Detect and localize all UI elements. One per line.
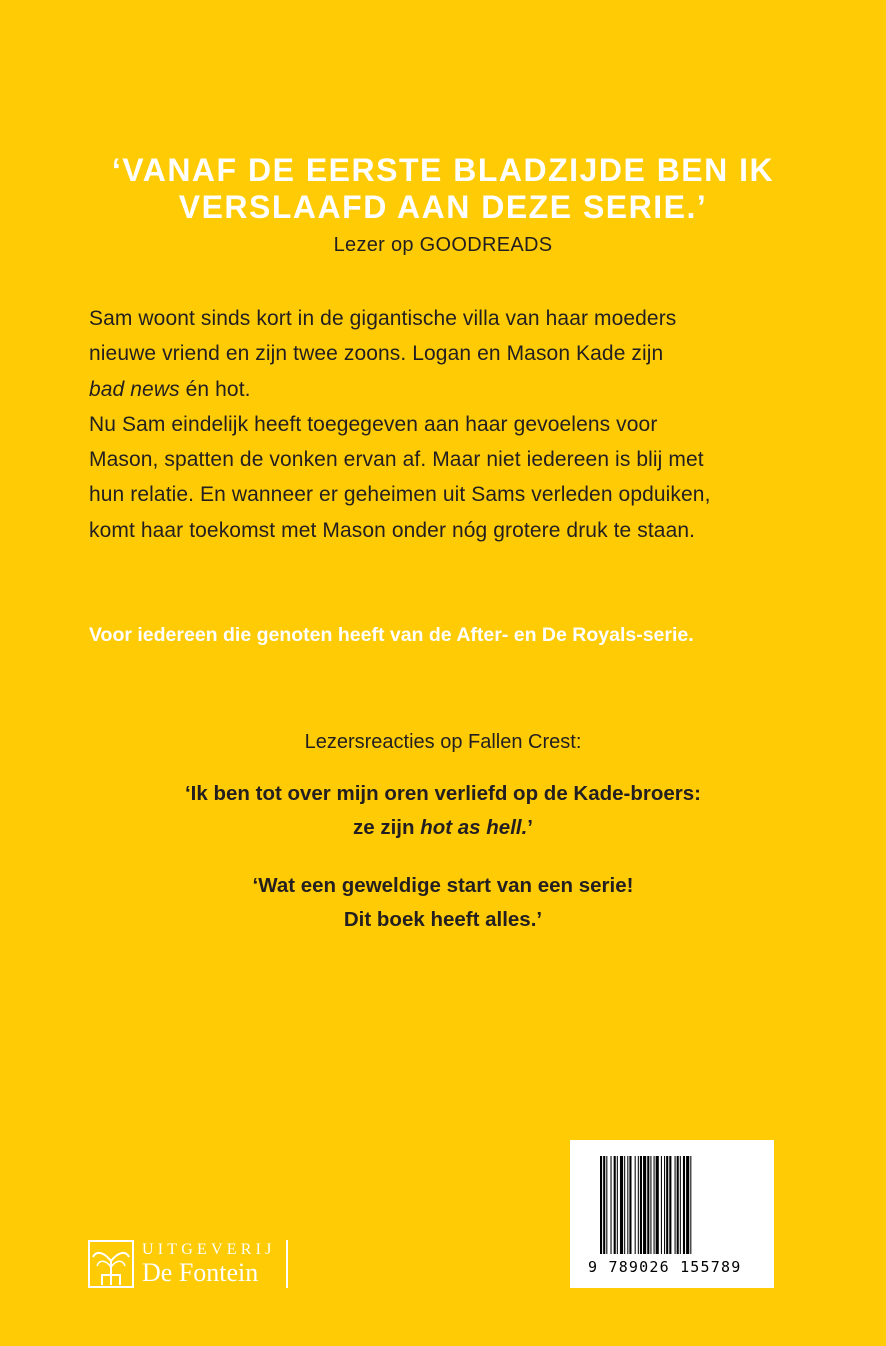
quote-line: ‘Wat een geweldige start van een serie! (252, 874, 634, 897)
quote-line (0, 811, 886, 845)
barcode-bar (669, 1156, 671, 1254)
quote-attribution: Lezer op GOODREADS (333, 234, 553, 256)
headline-line-1: ‘VANAF DE EERSTE BLADZIJDE BEN IK (111, 152, 775, 188)
series-tagline: Voor iedereen die genoten heeft van de After- en De Royals-serie. (89, 624, 694, 646)
barcode-bar (606, 1156, 607, 1254)
isbn-barcode (570, 1140, 774, 1288)
quote-italic-phrase: hot as hell. (420, 816, 528, 839)
barcode-bar (617, 1156, 618, 1254)
fountain-logo-icon (88, 1239, 134, 1289)
barcode-bar (640, 1156, 642, 1254)
barcode-bar (650, 1156, 651, 1254)
barcode-bar (611, 1156, 612, 1254)
quote-line: Dit boek heeft alles.’ (343, 908, 543, 931)
book-blurb (89, 301, 809, 548)
barcode-bar (614, 1156, 616, 1254)
reviews-heading: Lezersreacties op Fallen Crest: (304, 731, 582, 753)
quote-text: ze zijn (353, 816, 421, 839)
quote-line: ‘Ik ben tot over mijn oren verliefd op de Kade-broers: (184, 782, 701, 805)
headline-line-2: VERSLAAFD AAN DEZE SERIE.’ (178, 189, 708, 225)
publisher-name (142, 1241, 276, 1287)
blurb-line: hun relatie. En wanneer er geheimen uit Sams verleden opduiken, (89, 483, 711, 507)
reader-quote-1 (0, 777, 886, 845)
barcode-bar (664, 1156, 665, 1254)
reader-quote-2 (0, 869, 886, 937)
barcode-bar (666, 1156, 668, 1254)
barcode-bar (635, 1156, 636, 1254)
barcode-bar (647, 1156, 649, 1254)
barcode-bar (629, 1156, 631, 1254)
blurb-text: én hot. (179, 377, 251, 401)
publisher-label: UITGEVERIJ (142, 1241, 276, 1258)
blurb-line: nieuwe vriend en zijn twee zoons. Logan en Mason Kade zijn (89, 342, 664, 366)
barcode-bars (600, 1156, 750, 1256)
barcode-bar (620, 1156, 623, 1254)
publisher-brand: De Fontein (142, 1258, 259, 1287)
barcode-bar (661, 1156, 662, 1254)
barcode-bar (656, 1156, 659, 1254)
blurb-italic-phrase: bad news (89, 377, 180, 401)
barcode-bar (624, 1156, 625, 1254)
cover-headline-quote (0, 152, 886, 226)
barcode-bar (638, 1156, 639, 1254)
barcode-bar (643, 1156, 646, 1254)
barcode-bar (675, 1156, 676, 1254)
blurb-line (89, 372, 809, 407)
barcode-bar (686, 1156, 689, 1254)
blurb-line: Nu Sam eindelijk heeft toegegeven aan haar gevoelens voor (89, 412, 658, 436)
barcode-bar (627, 1156, 628, 1254)
barcode-bar (683, 1156, 685, 1254)
barcode-bar (680, 1156, 681, 1254)
barcode-bar (677, 1156, 679, 1254)
quote-text: ’ (527, 816, 533, 839)
publisher-divider (286, 1240, 288, 1288)
barcode-bar (600, 1156, 602, 1254)
barcode-bar (603, 1156, 605, 1254)
barcode-bar (654, 1156, 655, 1254)
publisher-logo (88, 1238, 288, 1290)
barcode-bar (690, 1156, 691, 1254)
blurb-line: Mason, spatten de vonken ervan af. Maar niet iedereen is blij met (89, 448, 704, 472)
blurb-line: komt haar toekomst met Mason onder nóg grotere druk te staan. (89, 518, 696, 542)
isbn-number: 9 789026 155789 (588, 1258, 742, 1276)
blurb-line: Sam woont sinds kort in de gigantische villa van haar moeders (89, 307, 677, 330)
